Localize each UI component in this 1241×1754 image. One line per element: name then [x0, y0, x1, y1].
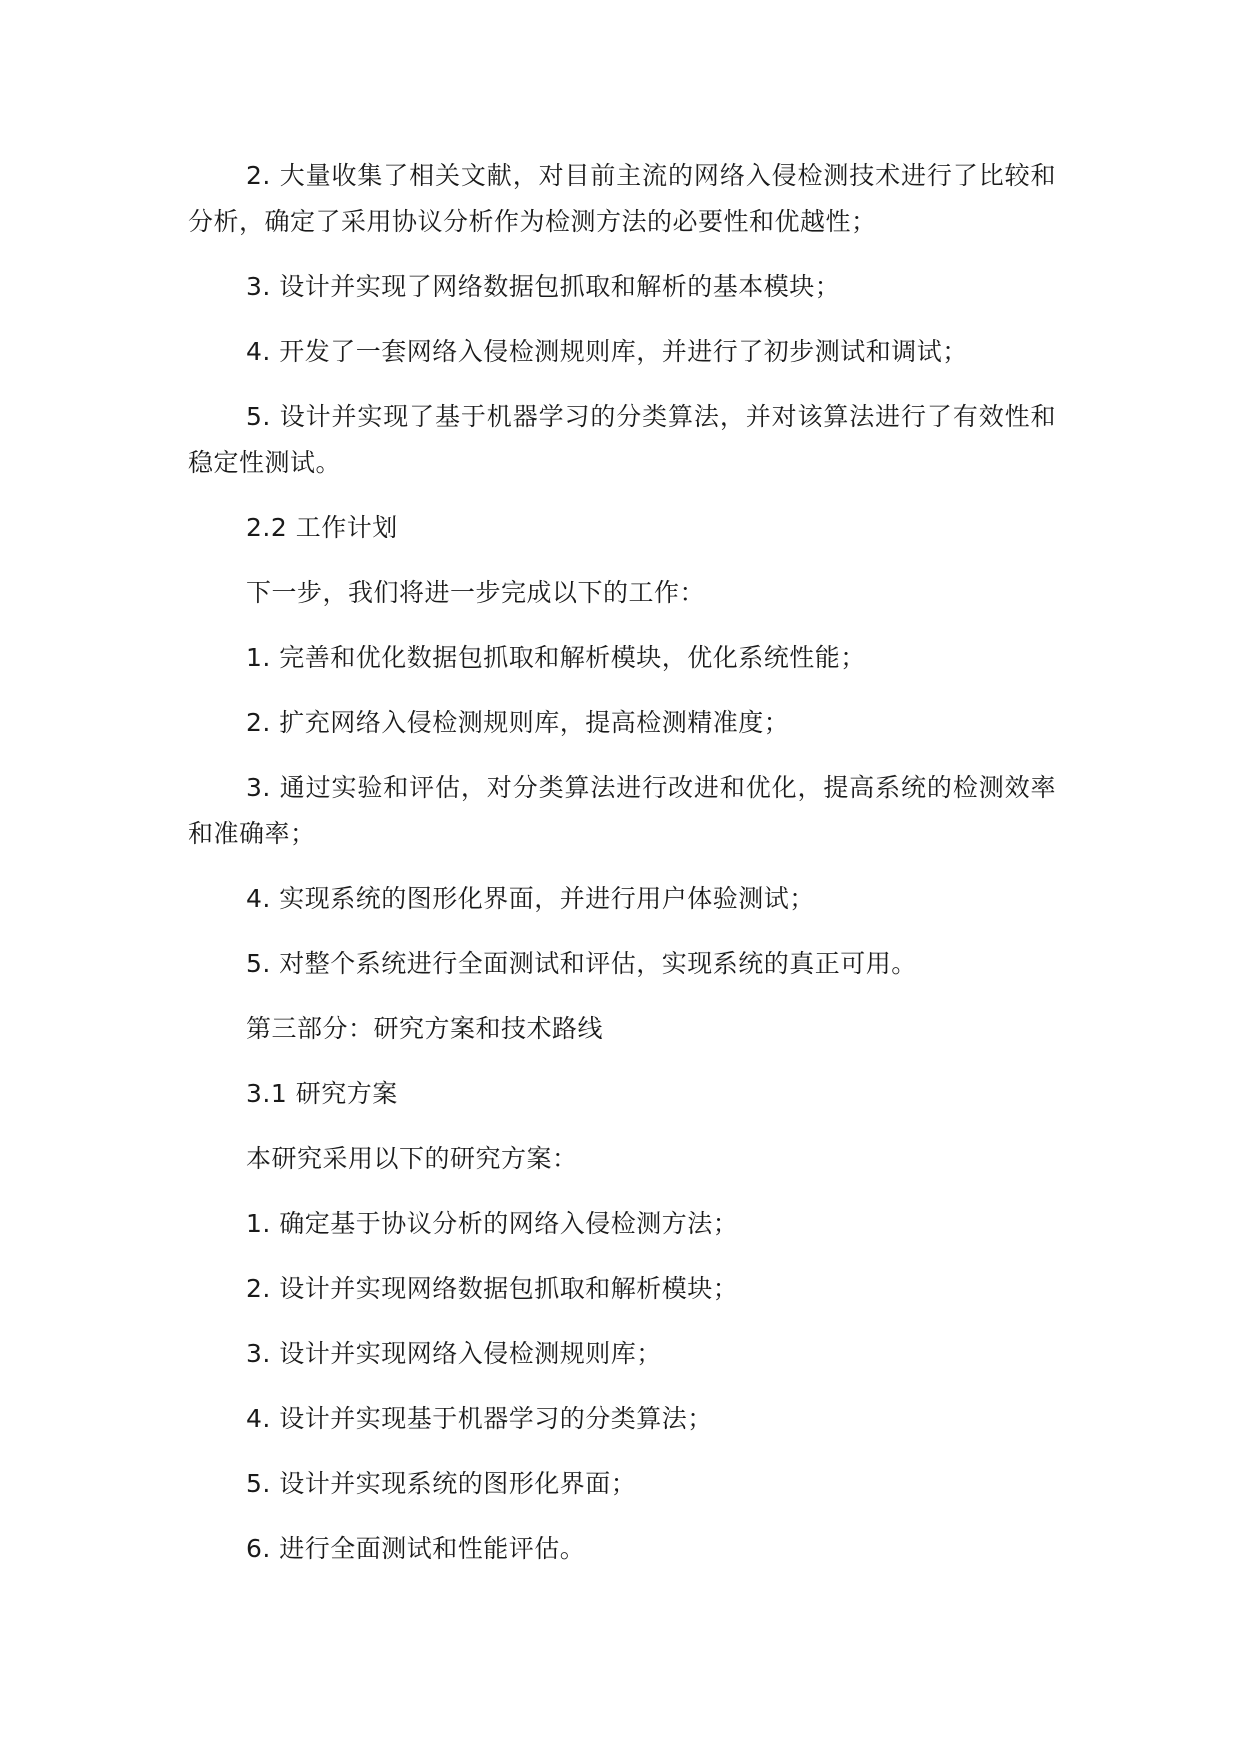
section-heading-work-plan: 2.2 工作计划 — [246, 513, 398, 542]
paragraph-plan-5: 5. 对整个系统进行全面测试和评估，实现系统的真正可用。 — [246, 949, 917, 978]
part-heading-research-plan: 第三部分：研究方案和技术路线 — [246, 1014, 604, 1043]
paragraph-progress-2: 2. 大量收集了相关文献，对目前主流的网络入侵检测技术进行了比较和分析，确定了采用协议分析作为检测方法的必要性和优越性； — [188, 161, 1056, 236]
paragraph-plan-1: 1. 完善和优化数据包抓取和解析模块，优化系统性能； — [246, 643, 866, 672]
paragraph-plan-2: 2. 扩充网络入侵检测规则库，提高检测精准度； — [246, 708, 790, 737]
paragraph-research-2: 2. 设计并实现网络数据包抓取和解析模块； — [246, 1274, 739, 1303]
paragraph-progress-5: 5. 设计并实现了基于机器学习的分类算法，并对该算法进行了有效性和稳定性测试。 — [188, 402, 1056, 477]
paragraph-research-3: 3. 设计并实现网络入侵检测规则库； — [246, 1339, 662, 1368]
paragraph-plan-4: 4. 实现系统的图形化界面，并进行用户体验测试； — [246, 884, 815, 913]
paragraph-progress-3: 3. 设计并实现了网络数据包抓取和解析的基本模块； — [246, 272, 841, 301]
paragraph-research-1: 1. 确定基于协议分析的网络入侵检测方法； — [246, 1209, 739, 1238]
paragraph-research-4: 4. 设计并实现基于机器学习的分类算法； — [246, 1404, 713, 1433]
paragraph-research-6: 6. 进行全面测试和性能评估。 — [246, 1534, 586, 1563]
paragraph-research-5: 5. 设计并实现系统的图形化界面； — [246, 1469, 637, 1498]
paragraph-research-intro: 本研究采用以下的研究方案： — [246, 1144, 578, 1173]
document-page — [188, 153, 1056, 1572]
paragraph-plan-3: 3. 通过实验和评估，对分类算法进行改进和优化，提高系统的检测效率和准确率； — [188, 773, 1056, 848]
paragraph-progress-4: 4. 开发了一套网络入侵检测规则库，并进行了初步测试和调试； — [246, 337, 968, 366]
paragraph-plan-intro: 下一步，我们将进一步完成以下的工作： — [246, 578, 706, 607]
section-heading-research-plan: 3.1 研究方案 — [246, 1079, 398, 1108]
